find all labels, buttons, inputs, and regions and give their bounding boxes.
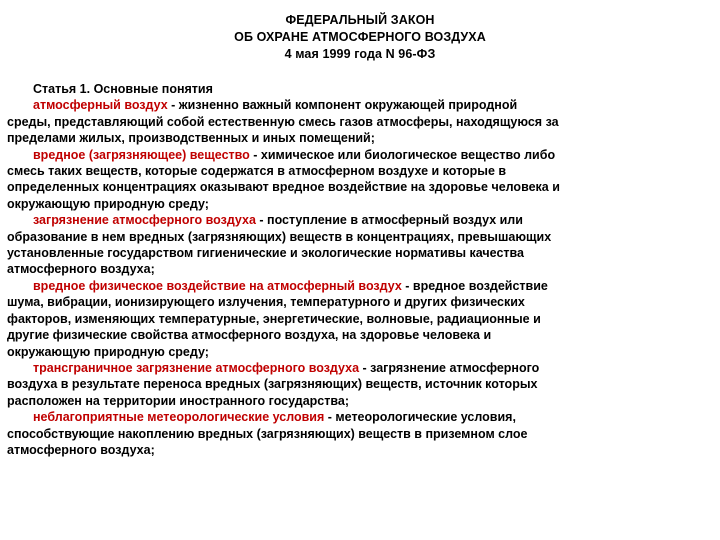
- definition-line: другие физические свойства атмосферного воздуха, на здоровье человека и: [7, 328, 492, 343]
- definition-first-line: [7, 147, 713, 163]
- definition-text: - метеорологические условия,: [324, 410, 516, 425]
- definition-text: - загрязнение атмосферного: [359, 360, 540, 375]
- definition-line: атмосферного воздуха;: [7, 442, 155, 457]
- definition-term: неблагоприятные метеорологические условия: [33, 410, 325, 425]
- definition-text: - вредное воздействие: [401, 278, 548, 293]
- definition-first-line: [7, 409, 713, 425]
- header-law-title: ОБ ОХРАНЕ АТМОСФЕРНОГО ВОЗДУХА: [234, 30, 486, 44]
- header-law-date: 4 мая 1999 года N 96-ФЗ: [284, 47, 436, 61]
- definition-text: - поступление в атмосферный воздух или: [255, 213, 523, 228]
- definition-line: шума, вибрации, ионизирующего излучения, температурного и других физических: [7, 295, 525, 310]
- definition-line: образование в нем вредных (загрязняющих) веществ в концентрациях, превышающих: [7, 229, 552, 244]
- definition-term: вредное (загрязняющее) вещество: [33, 147, 250, 162]
- header-law-type: ФЕДЕРАЛЬНЫЙ ЗАКОН: [285, 13, 435, 27]
- definition-first-line: [7, 97, 713, 113]
- definition-line: пределами жилых, производственных и иных помещений;: [7, 131, 375, 146]
- definition-first-line: [7, 360, 713, 376]
- definition-text: - жизненно важный компонент окружающей природной: [167, 98, 518, 113]
- definition-line: расположен на территории иностранного государства;: [7, 393, 349, 408]
- definition-line: определенных концентрациях оказывают вредное воздействие на здоровье человека и: [7, 180, 560, 195]
- document-header: [0, 12, 720, 63]
- definition-line: установленные государством гигиенические и экологические нормативы качества: [7, 246, 524, 261]
- definition-line: атмосферного воздуха;: [7, 262, 155, 277]
- definition-line: среды, представляющий собой естественную смесь газов атмосферы, находящуюся за: [7, 114, 559, 129]
- definition-term: атмосферный воздух: [33, 98, 168, 113]
- definition-line: окружающую природную среду;: [7, 344, 209, 359]
- definition-line: смесь таких веществ, которые содержатся в атмосферном воздухе и которые в: [7, 164, 507, 179]
- article-body: [7, 81, 713, 458]
- definition-first-line: [7, 278, 713, 294]
- definition-line: воздуха в результате переноса вредных (загрязняющих) веществ, источник которых: [7, 377, 538, 392]
- definition-term: трансграничное загрязнение атмосферного воздуха: [33, 360, 360, 375]
- definition-term: вредное физическое воздействие на атмосферный воздух: [33, 278, 402, 293]
- definition-first-line: [7, 212, 713, 228]
- article-title: Статья 1. Основные понятия: [33, 82, 213, 96]
- definition-line: факторов, изменяющих температурные, энергетические, волновые, радиационные и: [7, 311, 541, 326]
- definition-term: загрязнение атмосферного воздуха: [33, 213, 256, 228]
- definition-line: окружающую природную среду;: [7, 196, 209, 211]
- definition-line: способствующие накоплению вредных (загрязняющих) веществ в приземном слое: [7, 426, 528, 441]
- definition-text: - химическое или биологическое вещество либо: [249, 147, 556, 162]
